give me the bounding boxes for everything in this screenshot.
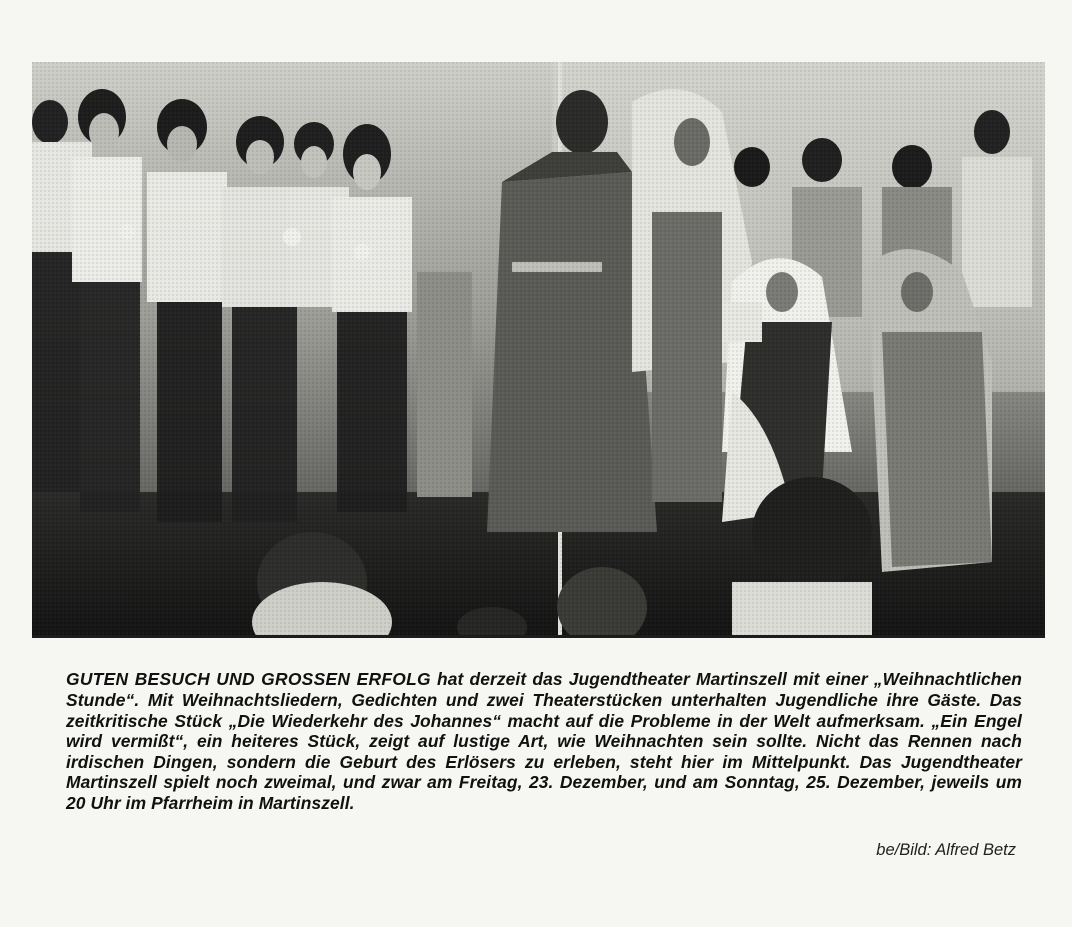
theater-photo [32,62,1045,638]
photo-caption [66,669,1022,813]
photo-grain [32,62,1045,635]
caption-headline: GUTEN BESUCH UND GROSSEN ERFOLG [66,669,431,690]
nativity-play-photo [32,62,1045,635]
photo-credit: be/Bild: Alfred Betz [876,841,1016,859]
caption-body: hat derzeit das Jugendtheater Martinszell mit einer „Weihnachtlichen Stunde“. Mit Weihnachtsliedern, Gedichten und zwei Theaterstücken unterhalten Jugendliche ihre Gäste. Das zeitkritische Stück „Die Wiederkehr des Johannes“ macht auf die Probleme in der Welt aufmerksam. „Ein Engel wird vermißt“, ein heiteres Stück, zeigt auf lustige Art, wie Weihnachten sein sollte. Nicht das Rennen nach irdischen Dingen, sondern die Geburt des Erlösers zu erleben, steht hier im Mittelpunkt. Das Jugendtheater Martinszell spielt noch zweimal, und zwar am Freitag, 23. Dezember, und am Sonntag, 25. Dezember, jeweils um 20 Uhr im Pfarrheim in Martinszell. [66,669,1022,813]
